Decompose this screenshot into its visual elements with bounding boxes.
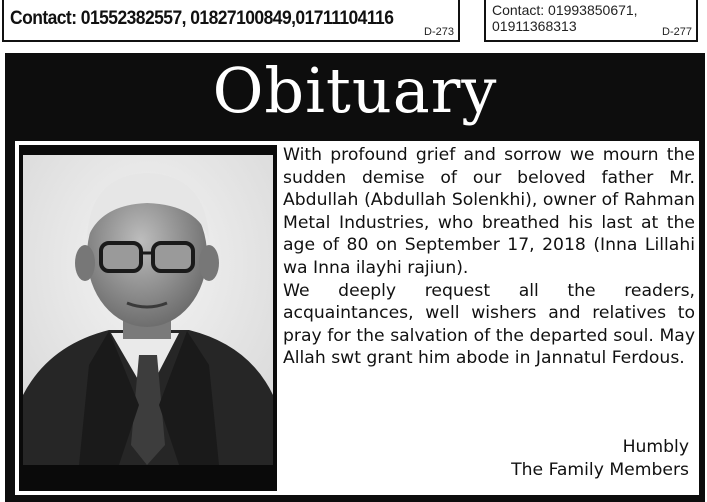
portrait-photo <box>19 145 277 491</box>
obituary-paragraph-2: We deeply request all the readers, acquaintances, well wishers and relatives to pray for the salvation of the departed soul. May Allah swt grant him abode in Jannatul Ferdous. <box>283 280 695 369</box>
obituary-message <box>283 144 695 370</box>
ad-code: D-273 <box>424 26 454 38</box>
ad-code: D-277 <box>662 26 692 38</box>
signoff-humbly: Humbly <box>622 437 689 457</box>
classified-ad-d273 <box>2 0 460 42</box>
portrait-illustration <box>19 145 277 491</box>
ad-contact-numbers: Contact: 01552382557, 01827100849,01711104116 <box>10 8 394 29</box>
ad-contact-line-2: 01911368313 <box>492 18 577 34</box>
ad-contact-numbers <box>492 2 638 34</box>
ad-contact-line-1: Contact: 01993850671, <box>492 2 638 18</box>
signoff-family: The Family Members <box>511 460 689 480</box>
obituary-panel <box>15 141 699 495</box>
obituary-notice <box>5 53 705 502</box>
classified-ad-d277 <box>484 0 698 42</box>
obituary-title: Obituary <box>212 54 498 127</box>
obituary-paragraph-1: With profound grief and sorrow we mourn the sudden demise of our beloved father Mr. Abdullah (Abdullah Solenkhi), owner of Rahman Metal Industries, who breathed his last at the age of 80 on September 17, 2018 (Inna Lillahi wa Inna ilayhi rajiun). <box>283 145 695 278</box>
